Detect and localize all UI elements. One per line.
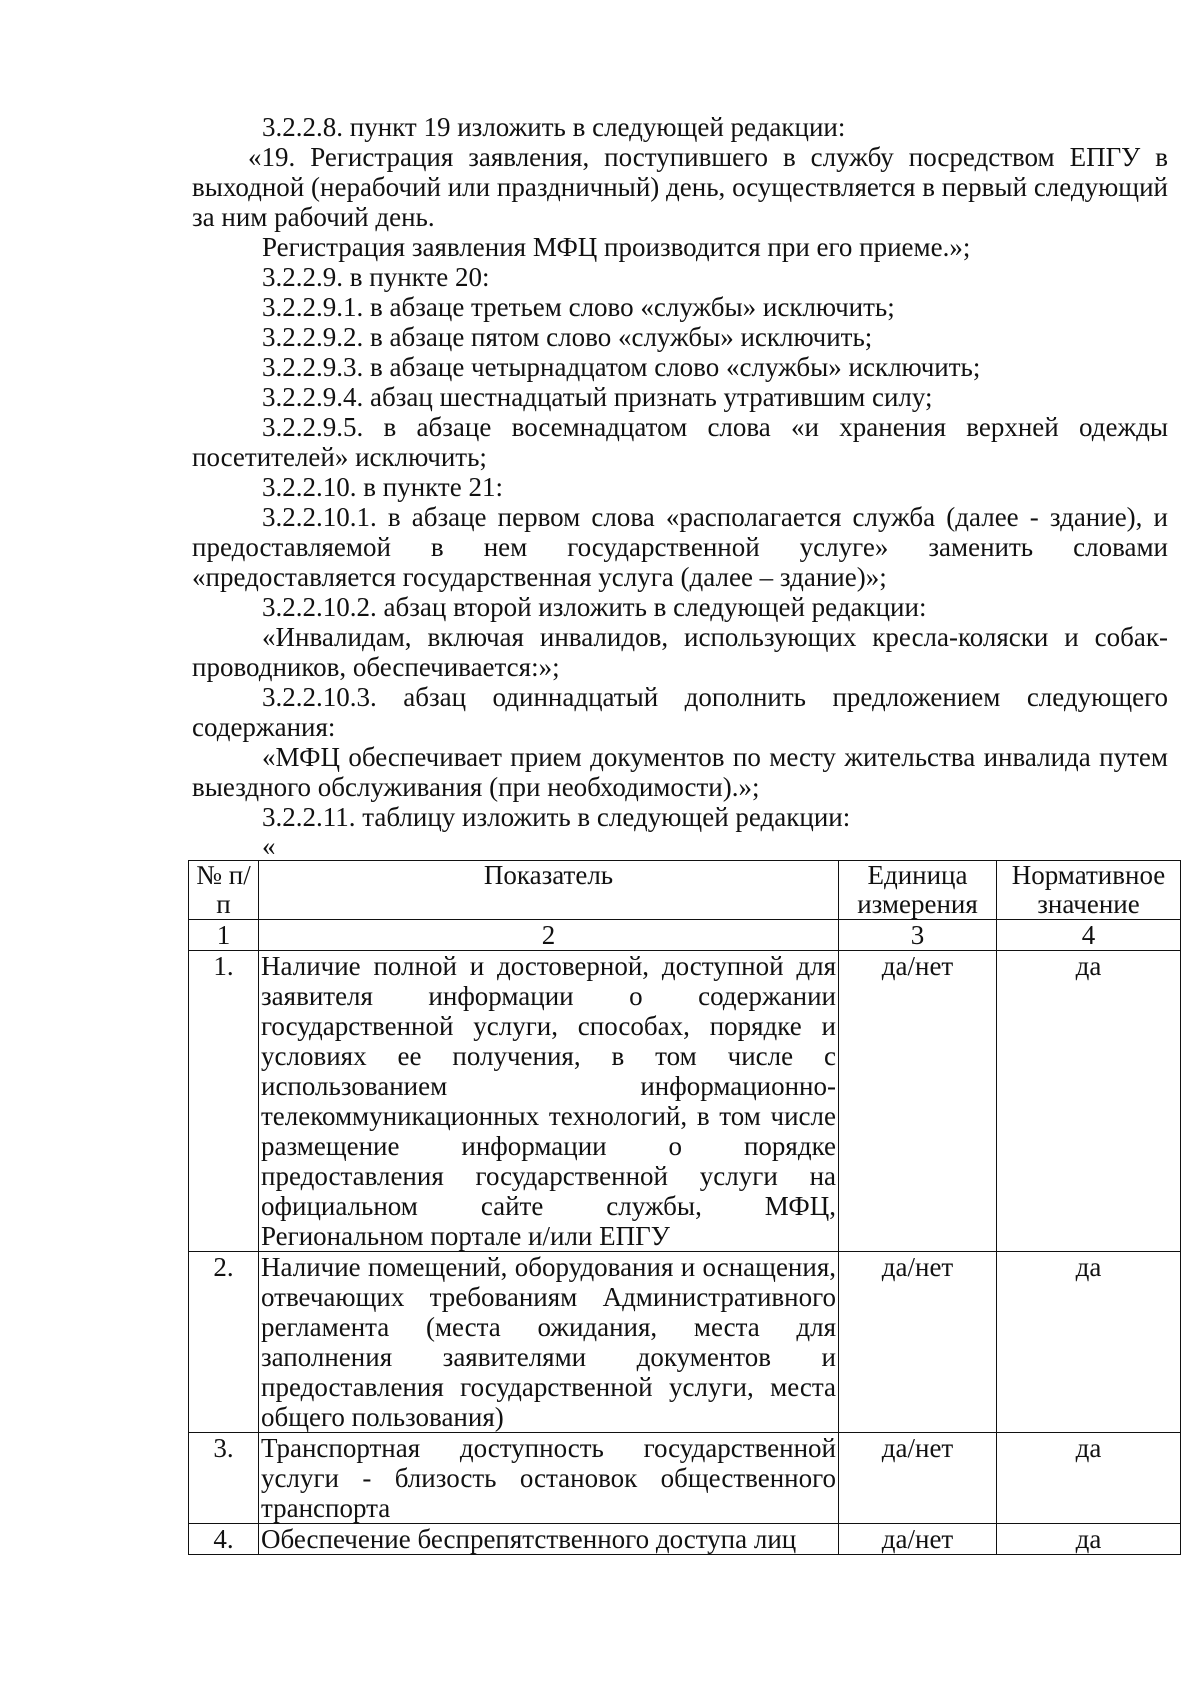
paragraph-3-2-2-10: 3.2.2.10. в пункте 21: [262, 472, 503, 502]
paragraph-3-2-2-9-2: 3.2.2.9.2. в абзаце пятом слово «службы» исключить; [262, 322, 873, 352]
table-header-row [189, 861, 1181, 920]
table-open-quote: « [262, 831, 276, 861]
col-number-2: 2 [259, 920, 839, 951]
row-value: да [997, 1252, 1181, 1433]
paragraph-3-2-2-10-3: 3.2.2.10.3. абзац одиннадцатый дополнить предложением следующего содержания: [192, 682, 1168, 742]
col-number-4: 4 [997, 920, 1181, 951]
table-row [189, 1252, 1181, 1433]
header-value: Нормативное значение [997, 861, 1181, 920]
col-number-1: 1 [189, 920, 259, 951]
document-page [192, 112, 1168, 1555]
paragraph-mfc-quote: «МФЦ обеспечивает прием документов по месту жительства инвалида путем выездного обслуживания (при необходимости).»; [192, 742, 1168, 802]
header-number: № п/п [189, 861, 259, 920]
header-unit: Единица измерения [839, 861, 997, 920]
paragraph-registration-mfc: Регистрация заявления МФЦ производится при его приеме.»; [262, 232, 971, 262]
indicators-table [188, 860, 1181, 1555]
row-number: 3. [189, 1433, 259, 1524]
row-indicator: Наличие полной и достоверной, доступной для заявителя информации о содержании государственной услуги, способах, порядке и условиях ее получения, в том числе с использованием информационно-телекоммуникационных технологий, в том числе размещение информации о порядке предоставления государственной услуги на официальном сайте службы, МФЦ, Региональном портале и/или ЕПГУ [259, 951, 839, 1252]
row-indicator: Транспортная доступность государственной услуги - близость остановок общественного транспорта [259, 1433, 839, 1524]
row-indicator: Обеспечение беспрепятственного доступа лиц [259, 1524, 839, 1555]
row-indicator: Наличие помещений, оборудования и оснащения, отвечающих требованиям Административного регламента (места ожидания, места для заполнения заявителями документов и предоставления государственной услуги, места общего пользования) [259, 1252, 839, 1433]
row-unit: да/нет [839, 1252, 997, 1433]
paragraph-3-2-2-9-1: 3.2.2.9.1. в абзаце третьем слово «службы» исключить; [262, 292, 895, 322]
paragraph-3-2-2-11: 3.2.2.11. таблицу изложить в следующей редакции: [262, 802, 851, 832]
paragraph-item-19: «19. Регистрация заявления, поступившего в службу посредством ЕПГУ в выходной (нерабочий или праздничный) день, осуществляется в первый следующий за ним рабочий день. [192, 142, 1168, 232]
paragraph-3-2-2-10-1: 3.2.2.10.1. в абзаце первом слова «располагается служба (далее - здание), и предоставляемой в нем государственной услуге» заменить словами «предоставляется государственная услуга (далее – здание)»; [192, 502, 1168, 592]
paragraph-3-2-2-9-4: 3.2.2.9.4. абзац шестнадцатый признать утратившим силу; [262, 382, 933, 412]
row-number: 1. [189, 951, 259, 1252]
paragraph-3-2-2-10-2: 3.2.2.10.2. абзац второй изложить в следующей редакции: [262, 592, 927, 622]
row-number: 2. [189, 1252, 259, 1433]
header-indicator: Показатель [259, 861, 839, 920]
row-value: да [997, 1433, 1181, 1524]
paragraph-3-2-2-9-5: 3.2.2.9.5. в абзаце восемнадцатом слова «и хранения верхней одежды посетителей» исключить; [192, 412, 1168, 472]
table-column-number-row [189, 920, 1181, 951]
table-row [189, 951, 1181, 1252]
table-row [189, 1433, 1181, 1524]
row-unit: да/нет [839, 1433, 997, 1524]
row-number: 4. [189, 1524, 259, 1555]
row-unit: да/нет [839, 951, 997, 1252]
row-unit: да/нет [839, 1524, 997, 1555]
paragraph-invalids-quote: «Инвалидам, включая инвалидов, использующих кресла-коляски и собак-проводников, обеспечивается:»; [192, 622, 1168, 682]
paragraph-3-2-2-9-3: 3.2.2.9.3. в абзаце четырнадцатом слово «службы» исключить; [262, 352, 981, 382]
col-number-3: 3 [839, 920, 997, 951]
paragraph-3-2-2-9: 3.2.2.9. в пункте 20: [262, 262, 490, 292]
table-row [189, 1524, 1181, 1555]
paragraph-3-2-2-8: 3.2.2.8. пункт 19 изложить в следующей редакции: [262, 112, 846, 142]
row-value: да [997, 951, 1181, 1252]
row-value: да [997, 1524, 1181, 1555]
